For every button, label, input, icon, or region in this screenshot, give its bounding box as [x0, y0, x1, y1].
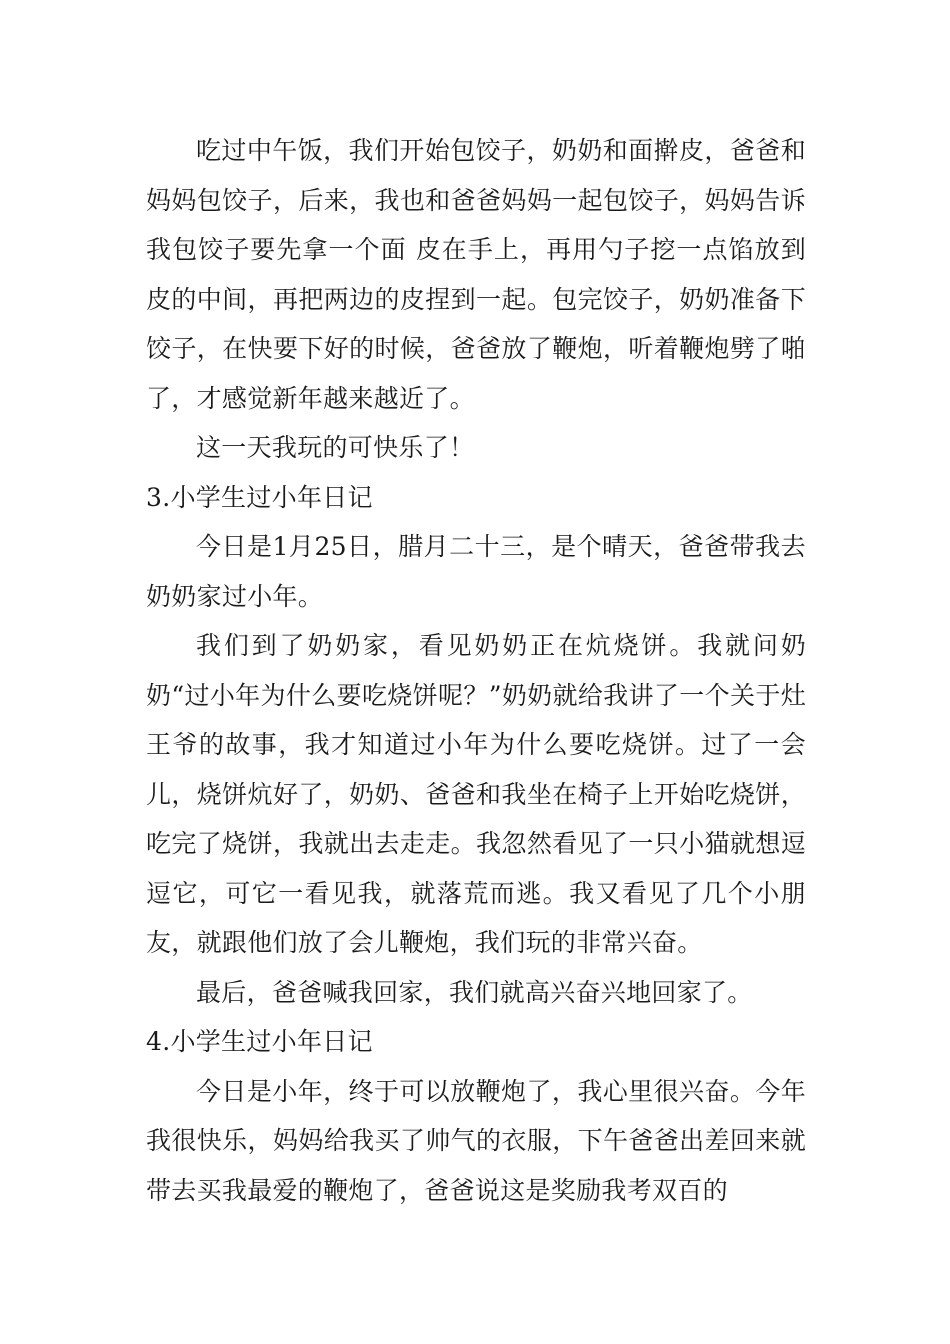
paragraph-dumplings: 吃过中午饭，我们开始包饺子，奶奶和面擀皮，爸爸和妈妈包饺子，后来，我也和爸爸妈妈一起包饺子，妈妈告诉我包饺子要先拿一个面 皮在手上，再用勺子挖一点馅放到皮的中间，再把两边的皮捏到一起。包完饺子，奶奶准备下饺子，在快要下好的时候，爸爸放了鞭炮，听着鞭炮劈了啪了，才感觉新年越来越近了。 — [146, 136, 806, 413]
section-heading-3: 3.小学生过小年日记 — [146, 482, 373, 512]
paragraph-happy-day: 这一天我玩的可快乐了！ — [196, 433, 475, 462]
paragraph-xiaonian: 今日是小年，终于可以放鞭炮了，我心里很兴奋。今年我很快乐，妈妈给我买了帅气的衣服，下午爸爸出差回来就带去买我最爱的鞭炮了，爸爸说这是奖励我考双百的 — [146, 1076, 806, 1205]
document-body — [146, 126, 806, 1215]
paragraph-date: 今日是1月25日，腊月二十三，是个晴天，爸爸带我去奶奶家过小年。 — [146, 532, 806, 611]
paragraph-go-home: 最后，爸爸喊我回家，我们就高兴奋兴地回家了。 — [196, 977, 753, 1007]
section-heading-4: 4.小学生过小年日记 — [146, 1027, 373, 1056]
paragraph-grandma-house: 我们到了奶奶家，看见奶奶正在炕烧饼。我就问奶奶“过小年为什么要吃烧饼呢？”奶奶就给我讲了一个关于灶王爷的故事，我才知道过小年为什么要吃烧饼。过了一会儿，烧饼炕好了，奶奶、爸爸和我坐在椅子上开始吃烧饼，吃完了烧饼，我就出去走走。我忽然看见了一只小猫就想逗逗它，可它一看见我，就落荒而逃。我又看见了几个小朋友，就跟他们放了会儿鞭炮，我们玩的非常兴奋。 — [146, 631, 806, 957]
